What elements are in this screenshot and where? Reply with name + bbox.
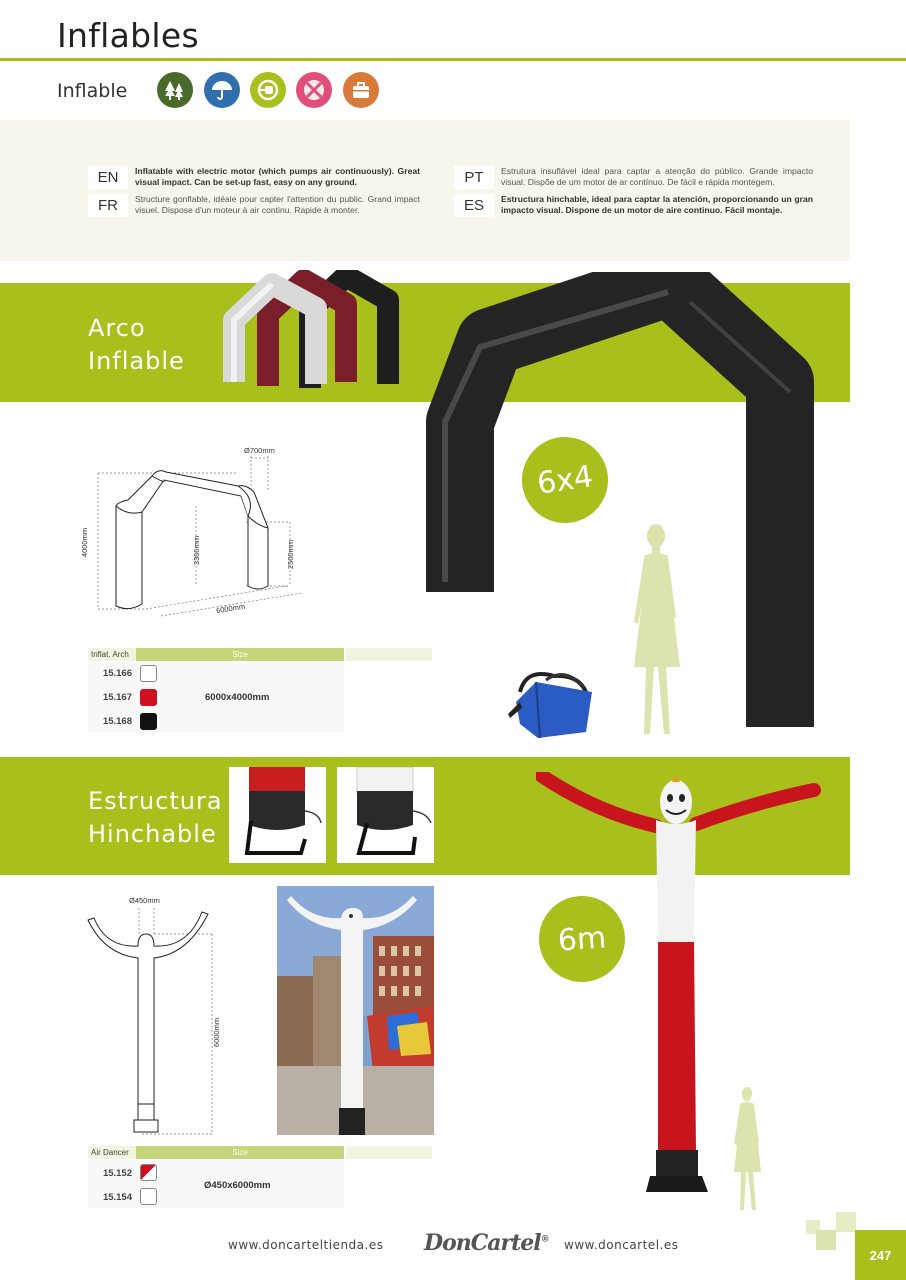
dancer-title-line2: Hinchable <box>88 820 217 848</box>
arch-height-leg-label: 2500mm <box>286 539 296 570</box>
dancer-table-size-header: Size <box>136 1146 344 1159</box>
description-es: Estructura hinchable, ideal para captar la atención, proporcionando un gran impacto visual. Dispone de un motor de aire continuo. Fácil montaje. <box>501 194 813 215</box>
page-title: Inflables <box>57 16 199 55</box>
arch-title <box>88 312 185 378</box>
arch-size-value: 6000x4000mm <box>205 692 270 703</box>
lang-code-pt: PT <box>454 166 494 189</box>
base-photo-white <box>337 767 434 863</box>
dancer-table-extra-header <box>346 1146 432 1159</box>
table-row-code: 15.168 <box>102 716 132 727</box>
title-rule <box>0 58 906 61</box>
color-swatch-red-white <box>140 1164 157 1181</box>
arch-colors-photo <box>220 270 440 398</box>
arch-size-badge: 6x4 <box>516 431 613 528</box>
color-swatch-white <box>140 665 157 682</box>
page-subtitle: Inflable <box>57 80 128 102</box>
arch-height-inner-label: 3300mm <box>192 535 202 566</box>
dancer-size-value: Ø450x6000mm <box>204 1180 271 1191</box>
footer-url-shop[interactable]: www.doncarteltienda.es <box>228 1238 384 1252</box>
dancer-height-label: 6000mm <box>212 1017 222 1048</box>
woman-silhouette <box>628 522 688 738</box>
air-dancer-street-photo <box>277 886 434 1135</box>
description-panel <box>0 120 850 261</box>
color-swatch-red <box>140 689 157 706</box>
base-photo-red <box>229 767 326 863</box>
dancer-dimension-drawing <box>84 894 234 1139</box>
color-swatch-white <box>140 1188 157 1205</box>
color-swatch-black <box>140 713 157 730</box>
arch-table-size-header: Size <box>136 648 344 661</box>
dancer-title <box>88 785 223 851</box>
decor-square <box>836 1212 856 1232</box>
air-dancer-photo <box>536 772 822 1208</box>
brand-logo <box>424 1230 549 1256</box>
table-row-code: 15.152 <box>102 1168 132 1179</box>
registered-mark: ® <box>540 1234 549 1245</box>
arch-height-total-label: 4000mm <box>80 527 90 558</box>
dancer-table-label: Air Dancer <box>88 1146 136 1159</box>
woman-silhouette-small <box>730 1086 766 1212</box>
page-number: 247 <box>855 1230 906 1280</box>
umbrella-icon <box>204 72 240 108</box>
trees-icon <box>157 72 193 108</box>
lang-code-fr: FR <box>88 194 128 217</box>
lang-code-es: ES <box>454 194 494 217</box>
description-fr: Structure gonflable, idéale pour capter l'attention du public. Grand impact visuel. Dispose d'un moteur à air continu. Rapide à monter. <box>135 194 420 215</box>
arch-table-label: Inflat. Arch <box>88 648 136 661</box>
arch-dimension-drawing <box>80 446 316 622</box>
decor-square <box>816 1230 836 1250</box>
dancer-diameter-label: Ø450mm <box>129 896 160 905</box>
arch-width-label: 6000mm <box>215 601 246 616</box>
brand-logo-text: DonCartel <box>424 1230 541 1256</box>
lang-code-en: EN <box>88 166 128 189</box>
arch-title-line1: Arco <box>88 314 146 342</box>
description-pt: Estrutura insuflável ideal para captar a atenção do público. Grande impacto visual. Dispõe de um motor de ar contínuo. De fácil e rápida montegem. <box>501 166 813 187</box>
dancer-size-badge: 6m <box>536 893 628 985</box>
arch-diameter-label: Ø700mm <box>244 446 275 455</box>
arch-title-line2: Inflable <box>88 347 185 375</box>
no-tools-icon <box>296 72 332 108</box>
arch-table-extra-header <box>346 648 432 661</box>
power-plug-icon <box>250 72 286 108</box>
footer-url-site[interactable]: www.doncartel.es <box>564 1238 679 1252</box>
carry-bag-photo <box>506 662 596 740</box>
table-row-code: 15.154 <box>102 1192 132 1203</box>
case-icon <box>343 72 379 108</box>
description-en: Inflatable with electric motor (which pumps air continuously). Great visual impact. Can be set-up fast, easy on any ground. <box>135 166 420 187</box>
dancer-title-line1: Estructura <box>88 787 223 815</box>
arch-photo <box>420 272 820 742</box>
table-row-code: 15.167 <box>102 692 132 703</box>
table-row-code: 15.166 <box>102 668 132 679</box>
